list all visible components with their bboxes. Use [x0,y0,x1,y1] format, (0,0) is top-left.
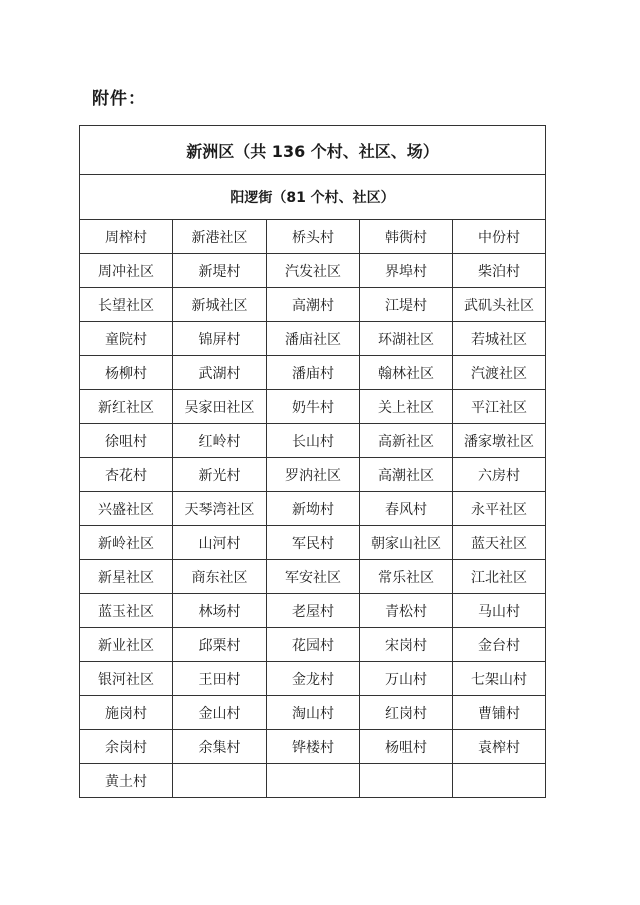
table-cell: 汽渡社区 [453,356,546,390]
table-title: 新洲区（共 136 个村、社区、场） [80,126,546,175]
table-cell: 天琴湾社区 [173,492,267,526]
table-cell: 翰林社区 [360,356,453,390]
table-cell: 吴家田社区 [173,390,267,424]
table-row [80,560,546,594]
table-cell: 锦屏村 [173,322,267,356]
table-row [80,390,546,424]
table-cell: 施岗村 [80,696,173,730]
table-cell: 汽发社区 [267,254,360,288]
table-cell: 春风村 [360,492,453,526]
table-row [80,730,546,764]
table-cell: 林场村 [173,594,267,628]
table-cell: 新红社区 [80,390,173,424]
table-row [80,458,546,492]
table-cell: 金台村 [453,628,546,662]
table-cell: 王田村 [173,662,267,696]
table-cell: 潘庙村 [267,356,360,390]
table-cell: 江堤村 [360,288,453,322]
table-cell: 新堤村 [173,254,267,288]
table-row [80,628,546,662]
table-cell: 杏花村 [80,458,173,492]
table-cell: 中份村 [453,220,546,254]
table-cell: 平江社区 [453,390,546,424]
table-cell: 杨柳村 [80,356,173,390]
table-cell [267,764,360,798]
table-cell: 铧楼村 [267,730,360,764]
table-row [80,356,546,390]
table-cell: 兴盛社区 [80,492,173,526]
table-cell: 杨咀村 [360,730,453,764]
table-row [80,322,546,356]
table-row [80,662,546,696]
table-cell: 朝家山社区 [360,526,453,560]
table-cell: 六房村 [453,458,546,492]
table-cell: 高潮村 [267,288,360,322]
table-cell: 周榨村 [80,220,173,254]
table-cell [453,764,546,798]
table-row [80,696,546,730]
table-cell: 邱栗村 [173,628,267,662]
table-cell: 界埠村 [360,254,453,288]
table-cell: 袁榨村 [453,730,546,764]
table-row [80,594,546,628]
table-row [80,254,546,288]
table-cell: 高新社区 [360,424,453,458]
table-cell: 柴泊村 [453,254,546,288]
table-cell: 曹铺村 [453,696,546,730]
table-cell: 商东社区 [173,560,267,594]
table-cell: 淘山村 [267,696,360,730]
table-cell: 常乐社区 [360,560,453,594]
table-cell: 红岭村 [173,424,267,458]
table-cell: 新城社区 [173,288,267,322]
table-cell: 关上社区 [360,390,453,424]
table-cell: 环湖社区 [360,322,453,356]
table-cell: 山河村 [173,526,267,560]
table-cell: 周冲社区 [80,254,173,288]
table-cell: 蓝天社区 [453,526,546,560]
table-cell: 韩衖村 [360,220,453,254]
table-cell: 余岗村 [80,730,173,764]
table-cell [173,764,267,798]
table-row [80,764,546,798]
table-cell: 新光村 [173,458,267,492]
table-cell: 马山村 [453,594,546,628]
table-cell: 新岭社区 [80,526,173,560]
table-cell: 新坳村 [267,492,360,526]
table-cell: 长山村 [267,424,360,458]
table-cell: 黄土村 [80,764,173,798]
table-row [80,424,546,458]
table-subtitle-row [80,175,546,220]
table-cell: 新业社区 [80,628,173,662]
table-cell: 桥头村 [267,220,360,254]
attachment-label: 附件： [92,89,146,109]
table-cell: 银河社区 [80,662,173,696]
table-cell: 军安社区 [267,560,360,594]
table-row [80,526,546,560]
table-row [80,220,546,254]
table-cell: 潘家墩社区 [453,424,546,458]
table-cell: 蓝玉社区 [80,594,173,628]
table-cell: 红岗村 [360,696,453,730]
table-cell: 七架山村 [453,662,546,696]
table-cell: 余集村 [173,730,267,764]
table-cell: 奶牛村 [267,390,360,424]
table-cell [360,764,453,798]
table-cell: 宋岗村 [360,628,453,662]
table-cell: 老屋村 [267,594,360,628]
table-row [80,492,546,526]
table-row [80,288,546,322]
table-cell: 军民村 [267,526,360,560]
table-cell: 童院村 [80,322,173,356]
table-cell: 金山村 [173,696,267,730]
village-community-table [79,125,546,798]
table-cell: 花园村 [267,628,360,662]
table-cell: 万山村 [360,662,453,696]
table-cell: 潘庙社区 [267,322,360,356]
table-title-row [80,126,546,175]
table-cell: 武矶头社区 [453,288,546,322]
table-cell: 青松村 [360,594,453,628]
table-cell: 罗汭社区 [267,458,360,492]
table-cell: 新星社区 [80,560,173,594]
table-cell: 徐咀村 [80,424,173,458]
table-cell: 永平社区 [453,492,546,526]
table-cell: 高潮社区 [360,458,453,492]
table-cell: 江北社区 [453,560,546,594]
table-cell: 金龙村 [267,662,360,696]
table-cell: 新港社区 [173,220,267,254]
table-cell: 若城社区 [453,322,546,356]
table-subtitle: 阳逻街（81 个村、社区） [80,175,546,220]
table-cell: 长望社区 [80,288,173,322]
table-cell: 武湖村 [173,356,267,390]
